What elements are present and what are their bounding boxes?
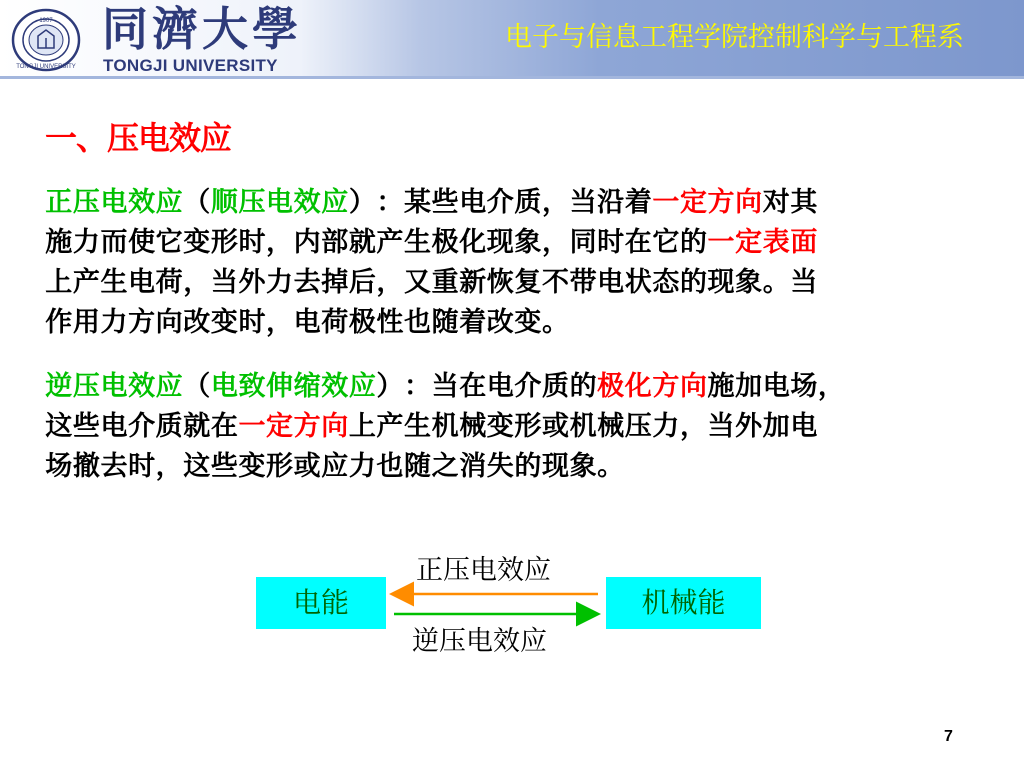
text-segment: （ [183,371,211,402]
paragraph-line [45,303,818,343]
paragraph-line [45,223,818,263]
mechanical-energy-box: 机械能 [606,577,761,629]
text-segment: （ [183,187,211,218]
svg-text:1907: 1907 [39,18,53,24]
header-divider [0,76,1024,79]
text-segment: 施力而使它变形时，内部就产生极化现象，同时在它的 [45,227,707,258]
text-segment: 极化方向 [597,371,707,402]
paragraph-line [45,447,845,487]
text-segment: 作用力方向改变时，电荷极性也随着改变。 [45,307,569,338]
university-logo-chinese: 同濟大學 [102,2,302,56]
paragraph-line [45,263,818,303]
department-title: 电子与信息工程学院控制科学与工程系 [505,22,964,53]
paragraph-line [45,183,818,223]
text-segment: 上产生电荷，当外力去掉后，又重新恢复不带电状态的现象。当 [45,267,818,298]
text-segment: 一定表面 [707,227,818,258]
text-segment: 施加电场， [707,371,845,402]
text-segment: 场撤去时，这些变形或应力也随之消失的现象。 [45,451,625,482]
direct-effect-label: 正压电效应 [416,555,551,586]
text-segment: 一定方向 [238,411,349,442]
text-segment: 电致伸缩效应 [210,371,376,402]
paragraph-line [45,367,845,407]
text-segment: 一定方向 [652,187,763,218]
text-segment: 顺压电效应 [210,187,349,218]
svg-text:TONGJI UNIVERSITY: TONGJI UNIVERSITY [16,64,76,70]
section-title: 一、压电效应 [45,119,233,157]
text-segment: 上产生机械变形或机械压力，当外加电 [348,411,818,442]
inverse-effect-label: 逆压电效应 [412,626,547,657]
electric-energy-box: 电能 [256,577,386,629]
paragraph-line [45,407,845,447]
text-segment: 正压电效应 [45,187,183,218]
university-seal-icon [10,8,82,72]
text-segment: 逆压电效应 [45,371,183,402]
text-segment: ）：某些电介质，当沿着 [348,187,652,218]
university-logo-english: TONGJI UNIVERSITY [103,56,278,75]
paragraph-inverse-piezoelectric [45,367,845,487]
text-segment: 对其 [762,187,818,218]
paragraph-direct-piezoelectric [45,183,818,343]
page-number: 7 [944,728,953,745]
text-segment: 这些电介质就在 [45,411,238,442]
text-segment: ）：当在电介质的 [376,371,597,402]
